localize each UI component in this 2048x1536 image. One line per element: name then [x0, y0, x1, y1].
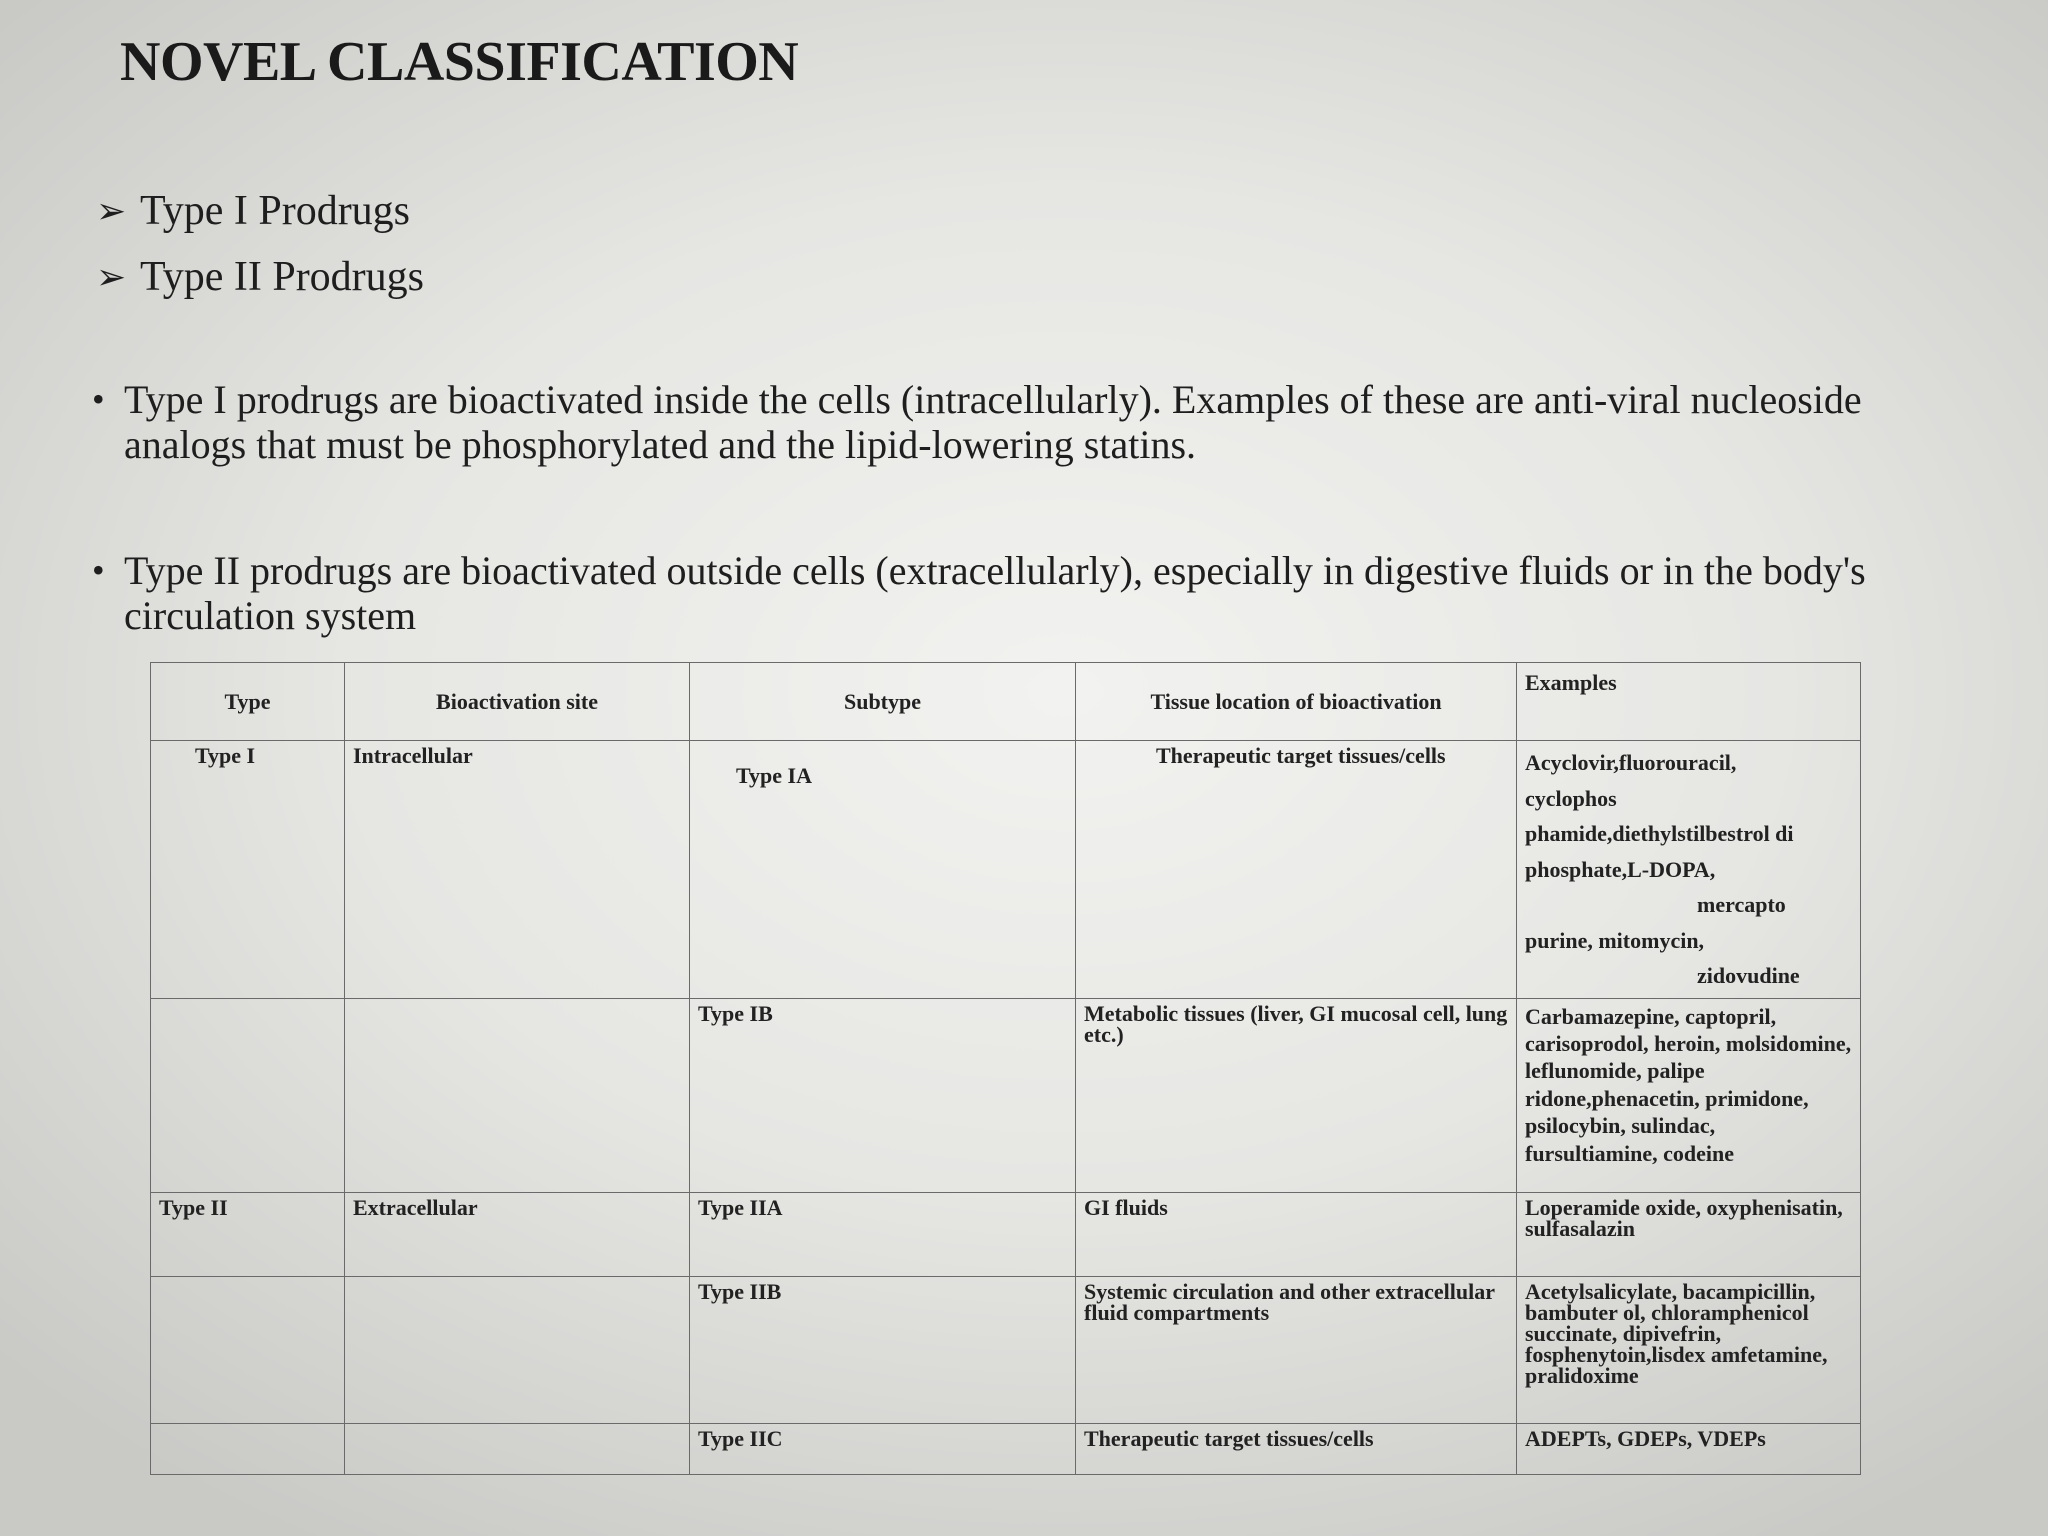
- cell-site: Intracellular: [345, 741, 690, 999]
- cell-site: Extracellular: [345, 1192, 690, 1276]
- cell-tissue: Systemic circulation and other extracellular fluid compartments: [1076, 1276, 1517, 1423]
- cell-tissue: Therapeutic target tissues/cells: [1076, 1423, 1517, 1474]
- prodrug-type-list: [96, 178, 424, 310]
- cell-examples: Acyclovir,fluorouracil, cyclophos phamide,diethylstilbestrol di phosphate,L-DOPA, mercapto purine, mitomycin, zidovudine: [1517, 741, 1861, 999]
- type-ii-description: [92, 548, 1982, 638]
- cell-tissue: Therapeutic target tissues/cells: [1076, 741, 1517, 999]
- cell-site: [345, 1276, 690, 1423]
- cell-examples: Loperamide oxide, oxyphenisatin, sulfasalazin: [1517, 1192, 1861, 1276]
- arrow-bullet-icon: ➢: [96, 257, 127, 297]
- cell-tissue: GI fluids: [1076, 1192, 1517, 1276]
- list-item: [96, 244, 424, 310]
- classification-table: [150, 662, 1861, 1475]
- header-bioactivation-site: Bioactivation site: [345, 663, 690, 741]
- cell-examples: Carbamazepine, captopril, carisoprodol, heroin, molsidomine, leflunomide, palipe ridone,phenacetin, primidone, psilocybin, sulindac, fursultiamine, codeine: [1517, 998, 1861, 1192]
- cell-examples: ADEPTs, GDEPs, VDEPs: [1517, 1423, 1861, 1474]
- table-row: [151, 1423, 1861, 1474]
- cell-type: [151, 998, 345, 1192]
- arrow-bullet-icon: ➢: [96, 191, 127, 231]
- table-row: [151, 741, 1861, 999]
- type-i-description: [92, 377, 1982, 467]
- list-item-label: Type II Prodrugs: [140, 254, 425, 300]
- cell-type: [151, 1423, 345, 1474]
- table-row: [151, 1276, 1861, 1423]
- table-row: [151, 1192, 1861, 1276]
- list-item: [96, 178, 424, 244]
- cell-type: [151, 1276, 345, 1423]
- table-row: [151, 998, 1861, 1192]
- cell-tissue: Metabolic tissues (liver, GI mucosal cell, lung etc.): [1076, 998, 1517, 1192]
- header-subtype: Subtype: [690, 663, 1076, 741]
- table-header-row: [151, 663, 1861, 741]
- list-item-label: Type I Prodrugs: [140, 188, 411, 234]
- bullet-dot-icon: •: [92, 379, 105, 419]
- bullet-dot-icon: •: [92, 550, 105, 590]
- slide-title: NOVEL CLASSIFICATION: [120, 31, 799, 93]
- cell-subtype: Type IIB: [690, 1276, 1076, 1423]
- cell-site: [345, 998, 690, 1192]
- paragraph-text: Type II prodrugs are bioactivated outside cells (extracellularly), especially in digestive fluids or in the body's circulation system: [124, 548, 1866, 638]
- paragraph-text: Type I prodrugs are bioactivated inside the cells (intracellularly). Examples of these are anti-viral nucleoside analogs that must be phosphorylated and the lipid-lowering statins.: [124, 377, 1862, 467]
- cell-site: [345, 1423, 690, 1474]
- header-examples: Examples: [1517, 663, 1861, 741]
- cell-subtype: Type IA: [690, 741, 1076, 999]
- cell-examples: Acetylsalicylate, bacampicillin, bambuter ol, chloramphenicol succinate, dipivefrin, fosphenytoin,lisdex amfetamine, pralidoxime: [1517, 1276, 1861, 1423]
- cell-type: Type I: [151, 741, 345, 999]
- cell-subtype: Type IIA: [690, 1192, 1076, 1276]
- cell-subtype: Type IIC: [690, 1423, 1076, 1474]
- cell-subtype: Type IB: [690, 998, 1076, 1192]
- cell-type: Type II: [151, 1192, 345, 1276]
- header-tissue-location: Tissue location of bioactivation: [1076, 663, 1517, 741]
- header-type: Type: [151, 663, 345, 741]
